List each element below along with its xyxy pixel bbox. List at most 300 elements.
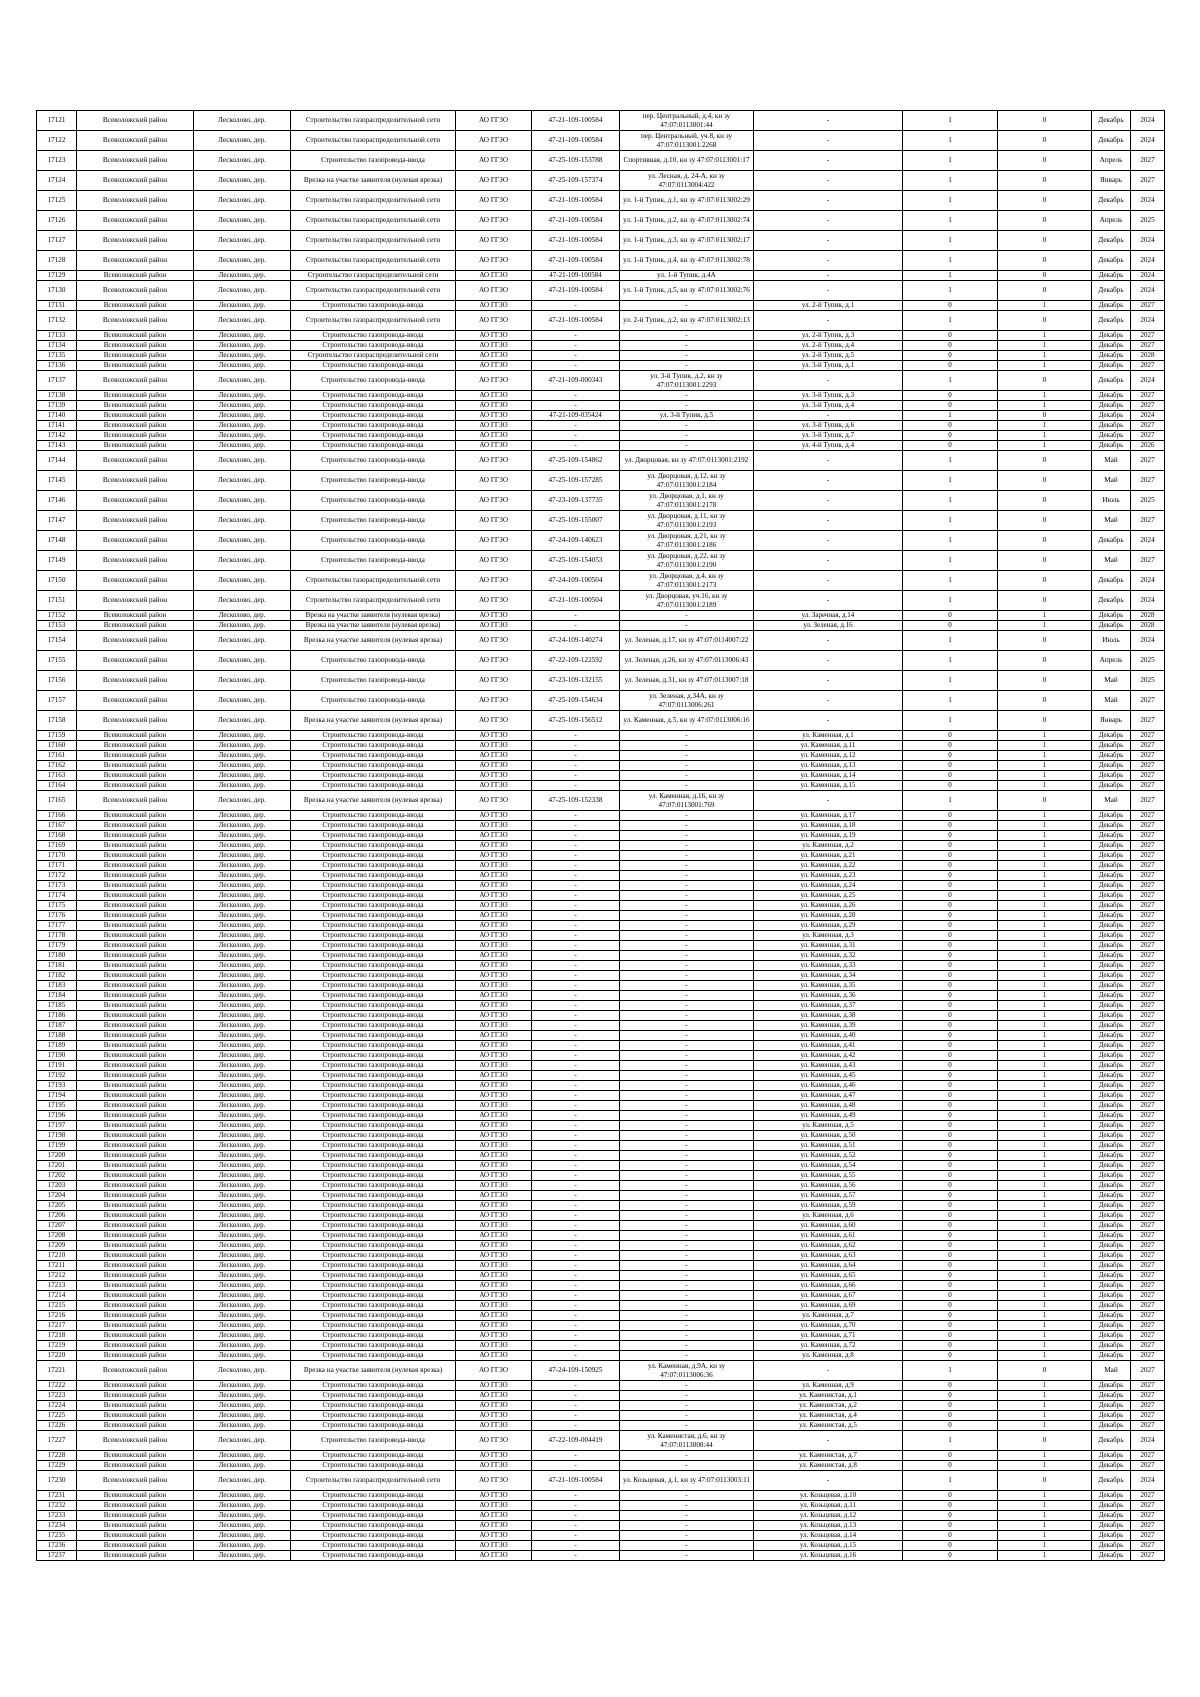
applicant-address-cell: - bbox=[620, 1041, 754, 1051]
month-cell: Декабрь bbox=[1092, 1161, 1131, 1171]
object-address-cell: ул. 3-й Тупик, д.4 bbox=[754, 401, 903, 411]
organization-cell: АО ГГЗО bbox=[456, 1111, 532, 1121]
table-row bbox=[37, 1011, 1165, 1021]
count-object-cell: 1 bbox=[998, 441, 1092, 451]
object-address-cell: - bbox=[754, 491, 903, 511]
table-row bbox=[37, 361, 1165, 371]
object-address-cell: ул. Каменная, д.48 bbox=[754, 1101, 903, 1111]
row-number-cell: 17132 bbox=[37, 311, 77, 331]
count-applicant-cell: 0 bbox=[903, 1061, 998, 1071]
object-address-cell: ул. Каменная, д.1 bbox=[754, 731, 903, 741]
object-address-cell: ул. Каменная, д.63 bbox=[754, 1251, 903, 1261]
district-cell: Всеволожский район bbox=[77, 1321, 194, 1331]
table-row bbox=[37, 1451, 1165, 1461]
month-cell: Декабрь bbox=[1092, 1341, 1131, 1351]
year-cell: 2027 bbox=[1131, 781, 1165, 791]
organization-cell: АО ГГЗО bbox=[456, 631, 532, 651]
count-applicant-cell: 0 bbox=[903, 1091, 998, 1101]
year-cell: 2027 bbox=[1131, 931, 1165, 941]
settlement-cell: Лесколово, дер. bbox=[194, 231, 291, 251]
organization-cell: АО ГГЗО bbox=[456, 401, 532, 411]
organization-cell: АО ГГЗО bbox=[456, 1091, 532, 1101]
organization-cell: АО ГГЗО bbox=[456, 1281, 532, 1291]
year-cell: 2027 bbox=[1131, 1011, 1165, 1021]
contract-number-cell: 47-21-109-035424 bbox=[532, 411, 620, 421]
year-cell: 2027 bbox=[1131, 941, 1165, 951]
contract-number-cell: - bbox=[532, 1501, 620, 1511]
settlement-cell: Лесколово, дер. bbox=[194, 1081, 291, 1091]
contract-number-cell: - bbox=[532, 771, 620, 781]
applicant-address-cell: ул. Дворцовая, д.21, кн зу 47:07:0113001:2186 bbox=[620, 531, 754, 551]
year-cell: 2027 bbox=[1131, 1211, 1165, 1221]
applicant-address-cell: ул. 1-й Тупик, д.5, кн зу 47:07:0113002:76 bbox=[620, 281, 754, 301]
contract-number-cell: - bbox=[532, 361, 620, 371]
row-number-cell: 17192 bbox=[37, 1071, 77, 1081]
work-type-cell: Строительство газопровода-ввода bbox=[291, 1081, 456, 1091]
year-cell: 2027 bbox=[1131, 811, 1165, 821]
table-row bbox=[37, 1511, 1165, 1521]
settlement-cell: Лесколово, дер. bbox=[194, 1231, 291, 1241]
object-address-cell: ул. 2-й Тупик, д.5 bbox=[754, 351, 903, 361]
district-cell: Всеволожский район bbox=[77, 1281, 194, 1291]
work-type-cell: Строительство газопровода-ввода bbox=[291, 1011, 456, 1021]
district-cell: Всеволожский район bbox=[77, 1041, 194, 1051]
contract-number-cell: - bbox=[532, 1251, 620, 1261]
work-type-cell: Строительство газопровода-ввода bbox=[291, 1291, 456, 1301]
count-applicant-cell: 0 bbox=[903, 1151, 998, 1161]
object-address-cell: - bbox=[754, 451, 903, 471]
contract-number-cell: 47-25-109-157374 bbox=[532, 171, 620, 191]
count-object-cell: 1 bbox=[998, 1491, 1092, 1501]
work-type-cell: Строительство газопровода-ввода bbox=[291, 931, 456, 941]
row-number-cell: 17138 bbox=[37, 391, 77, 401]
district-cell: Всеволожский район bbox=[77, 931, 194, 941]
table-row bbox=[37, 311, 1165, 331]
district-cell: Всеволожский район bbox=[77, 251, 194, 271]
table-row bbox=[37, 1541, 1165, 1551]
applicant-address-cell: - bbox=[620, 351, 754, 361]
district-cell: Всеволожский район bbox=[77, 1101, 194, 1111]
object-address-cell: ул. Каменная, д.41 bbox=[754, 1041, 903, 1051]
table-row bbox=[37, 611, 1165, 621]
organization-cell: АО ГГЗО bbox=[456, 1311, 532, 1321]
applicant-address-cell: - bbox=[620, 1031, 754, 1041]
count-applicant-cell: 0 bbox=[903, 751, 998, 761]
month-cell: Декабрь bbox=[1092, 841, 1131, 851]
month-cell: Май bbox=[1092, 511, 1131, 531]
settlement-cell: Лесколово, дер. bbox=[194, 781, 291, 791]
row-number-cell: 17231 bbox=[37, 1491, 77, 1501]
row-number-cell: 17144 bbox=[37, 451, 77, 471]
count-object-cell: 1 bbox=[998, 951, 1092, 961]
month-cell: Декабрь bbox=[1092, 761, 1131, 771]
year-cell: 2024 bbox=[1131, 571, 1165, 591]
month-cell: Декабрь bbox=[1092, 751, 1131, 761]
district-cell: Всеволожский район bbox=[77, 1521, 194, 1531]
object-address-cell: ул. Каменная, д.21 bbox=[754, 851, 903, 861]
settlement-cell: Лесколово, дер. bbox=[194, 491, 291, 511]
work-type-cell: Строительство газопровода-ввода bbox=[291, 1141, 456, 1151]
applicant-address-cell: пер. Центральный, уч.8, кн зу 47:07:0113001:2268 bbox=[620, 131, 754, 151]
object-address-cell: - bbox=[754, 111, 903, 131]
object-address-cell: ул. Каменная, д.67 bbox=[754, 1291, 903, 1301]
district-cell: Всеволожский район bbox=[77, 741, 194, 751]
year-cell: 2027 bbox=[1131, 1421, 1165, 1431]
settlement-cell: Лесколово, дер. bbox=[194, 1451, 291, 1461]
settlement-cell: Лесколово, дер. bbox=[194, 1221, 291, 1231]
district-cell: Всеволожский район bbox=[77, 471, 194, 491]
district-cell: Всеволожский район bbox=[77, 421, 194, 431]
applicant-address-cell: ул. Зеленая, д.34А, кн зу 47:07:0113006:261 bbox=[620, 691, 754, 711]
settlement-cell: Лесколово, дер. bbox=[194, 621, 291, 631]
count-object-cell: 0 bbox=[998, 1431, 1092, 1451]
count-object-cell: 1 bbox=[998, 1021, 1092, 1031]
applicant-address-cell: - bbox=[620, 391, 754, 401]
organization-cell: АО ГГЗО bbox=[456, 711, 532, 731]
work-type-cell: Строительство газопровода-ввода bbox=[291, 1091, 456, 1101]
count-applicant-cell: 1 bbox=[903, 131, 998, 151]
count-applicant-cell: 0 bbox=[903, 361, 998, 371]
month-cell: Декабрь bbox=[1092, 411, 1131, 421]
organization-cell: АО ГГЗО bbox=[456, 901, 532, 911]
object-address-cell: ул. Каменная, д.17 bbox=[754, 811, 903, 821]
count-applicant-cell: 0 bbox=[903, 1031, 998, 1041]
month-cell: Декабрь bbox=[1092, 1231, 1131, 1241]
table-row bbox=[37, 851, 1165, 861]
applicant-address-cell: ул. Дворцовая, д.1, кн зу 47:07:0113001:2178 bbox=[620, 491, 754, 511]
table-row bbox=[37, 671, 1165, 691]
table-row bbox=[37, 1171, 1165, 1181]
organization-cell: АО ГГЗО bbox=[456, 921, 532, 931]
count-object-cell: 1 bbox=[998, 1001, 1092, 1011]
contract-number-cell: 47-21-109-100584 bbox=[532, 211, 620, 231]
month-cell: Декабрь bbox=[1092, 1331, 1131, 1341]
year-cell: 2027 bbox=[1131, 551, 1165, 571]
table-row bbox=[37, 811, 1165, 821]
count-object-cell: 0 bbox=[998, 631, 1092, 651]
district-cell: Всеволожский район bbox=[77, 1031, 194, 1041]
organization-cell: АО ГГЗО bbox=[456, 151, 532, 171]
applicant-address-cell: - bbox=[620, 1231, 754, 1241]
applicant-address-cell: - bbox=[620, 761, 754, 771]
settlement-cell: Лесколово, дер. bbox=[194, 831, 291, 841]
month-cell: Май bbox=[1092, 451, 1131, 471]
applicant-address-cell: - bbox=[620, 1141, 754, 1151]
organization-cell: АО ГГЗО bbox=[456, 1491, 532, 1501]
month-cell: Декабрь bbox=[1092, 911, 1131, 921]
count-object-cell: 1 bbox=[998, 1391, 1092, 1401]
table-row bbox=[37, 1381, 1165, 1391]
table-row bbox=[37, 1201, 1165, 1211]
district-cell: Всеволожский район bbox=[77, 1211, 194, 1221]
count-object-cell: 1 bbox=[998, 1261, 1092, 1271]
applicant-address-cell: - bbox=[620, 1131, 754, 1141]
table-row bbox=[37, 1501, 1165, 1511]
work-type-cell: Строительство газопровода-ввода bbox=[291, 1111, 456, 1121]
applicant-address-cell: ул. 2-й Тупик, д.2, кн зу 47:07:0113002:13 bbox=[620, 311, 754, 331]
row-number-cell: 17151 bbox=[37, 591, 77, 611]
count-object-cell: 1 bbox=[998, 731, 1092, 741]
district-cell: Всеволожский район bbox=[77, 941, 194, 951]
month-cell: Декабрь bbox=[1092, 431, 1131, 441]
count-applicant-cell: 1 bbox=[903, 281, 998, 301]
row-number-cell: 17147 bbox=[37, 511, 77, 531]
count-applicant-cell: 0 bbox=[903, 821, 998, 831]
row-number-cell: 17137 bbox=[37, 371, 77, 391]
table-row bbox=[37, 951, 1165, 961]
object-address-cell: ул. 2-й Тупик, д.1 bbox=[754, 301, 903, 311]
count-applicant-cell: 0 bbox=[903, 1411, 998, 1421]
count-object-cell: 1 bbox=[998, 1311, 1092, 1321]
settlement-cell: Лесколово, дер. bbox=[194, 651, 291, 671]
count-applicant-cell: 0 bbox=[903, 1231, 998, 1241]
district-cell: Всеволожский район bbox=[77, 371, 194, 391]
table-row bbox=[37, 911, 1165, 921]
row-number-cell: 17199 bbox=[37, 1141, 77, 1151]
month-cell: Апрель bbox=[1092, 151, 1131, 171]
object-address-cell: ул. Каменная, д.11 bbox=[754, 741, 903, 751]
contract-number-cell: - bbox=[532, 1491, 620, 1501]
object-address-cell: ул. Каменная, д.47 bbox=[754, 1091, 903, 1101]
district-cell: Всеволожский район bbox=[77, 1311, 194, 1321]
year-cell: 2028 bbox=[1131, 351, 1165, 361]
row-number-cell: 17154 bbox=[37, 631, 77, 651]
count-object-cell: 1 bbox=[998, 741, 1092, 751]
table-row bbox=[37, 751, 1165, 761]
organization-cell: АО ГГЗО bbox=[456, 1451, 532, 1461]
district-cell: Всеволожский район bbox=[77, 1391, 194, 1401]
year-cell: 2027 bbox=[1131, 1041, 1165, 1051]
row-number-cell: 17167 bbox=[37, 821, 77, 831]
table-row bbox=[37, 991, 1165, 1001]
count-object-cell: 0 bbox=[998, 551, 1092, 571]
row-number-cell: 17217 bbox=[37, 1321, 77, 1331]
settlement-cell: Лесколово, дер. bbox=[194, 1521, 291, 1531]
settlement-cell: Лесколово, дер. bbox=[194, 1331, 291, 1341]
applicant-address-cell: - bbox=[620, 341, 754, 351]
district-cell: Всеволожский район bbox=[77, 761, 194, 771]
settlement-cell: Лесколово, дер. bbox=[194, 1181, 291, 1191]
work-type-cell: Строительство газопровода-ввода bbox=[291, 1311, 456, 1321]
count-object-cell: 1 bbox=[998, 811, 1092, 821]
district-cell: Всеволожский район bbox=[77, 311, 194, 331]
work-type-cell: Строительство газопровода-ввода bbox=[291, 401, 456, 411]
object-address-cell: ул. Каменная, д.72 bbox=[754, 1341, 903, 1351]
contract-number-cell: - bbox=[532, 1551, 620, 1561]
table-row bbox=[37, 1351, 1165, 1361]
count-object-cell: 1 bbox=[998, 1331, 1092, 1341]
month-cell: Май bbox=[1092, 671, 1131, 691]
work-type-cell: Строительство газопровода-ввода bbox=[291, 1001, 456, 1011]
count-object-cell: 1 bbox=[998, 981, 1092, 991]
count-object-cell: 1 bbox=[998, 401, 1092, 411]
month-cell: Декабрь bbox=[1092, 731, 1131, 741]
object-address-cell: ул. Каменная, д.35 bbox=[754, 981, 903, 991]
settlement-cell: Лесколово, дер. bbox=[194, 691, 291, 711]
count-object-cell: 1 bbox=[998, 851, 1092, 861]
year-cell: 2027 bbox=[1131, 391, 1165, 401]
count-object-cell: 1 bbox=[998, 1171, 1092, 1181]
work-type-cell: Строительство газопровода-ввода bbox=[291, 1351, 456, 1361]
row-number-cell: 17170 bbox=[37, 851, 77, 861]
year-cell: 2027 bbox=[1131, 1061, 1165, 1071]
organization-cell: АО ГГЗО bbox=[456, 421, 532, 431]
table-row bbox=[37, 1491, 1165, 1501]
object-address-cell: ул. Каменная, д.51 bbox=[754, 1141, 903, 1151]
count-applicant-cell: 0 bbox=[903, 741, 998, 751]
count-applicant-cell: 1 bbox=[903, 191, 998, 211]
object-address-cell: - bbox=[754, 651, 903, 671]
organization-cell: АО ГГЗО bbox=[456, 861, 532, 871]
applicant-address-cell: - bbox=[620, 1061, 754, 1071]
row-number-cell: 17234 bbox=[37, 1521, 77, 1531]
year-cell: 2026 bbox=[1131, 441, 1165, 451]
applicant-address-cell: - bbox=[620, 841, 754, 851]
month-cell: Декабрь bbox=[1092, 1061, 1131, 1071]
district-cell: Всеволожский район bbox=[77, 451, 194, 471]
object-address-cell: ул. Каменная, д.59 bbox=[754, 1201, 903, 1211]
work-type-cell: Строительство газораспределительной сети bbox=[291, 211, 456, 231]
month-cell: Декабрь bbox=[1092, 781, 1131, 791]
year-cell: 2025 bbox=[1131, 671, 1165, 691]
settlement-cell: Лесколово, дер. bbox=[194, 741, 291, 751]
count-object-cell: 1 bbox=[998, 771, 1092, 781]
row-number-cell: 17189 bbox=[37, 1041, 77, 1051]
district-cell: Всеволожский район bbox=[77, 1091, 194, 1101]
month-cell: Декабрь bbox=[1092, 931, 1131, 941]
contract-number-cell: - bbox=[532, 971, 620, 981]
applicant-address-cell: - bbox=[620, 981, 754, 991]
work-type-cell: Строительство газопровода-ввода bbox=[291, 151, 456, 171]
year-cell: 2027 bbox=[1131, 991, 1165, 1001]
applicant-address-cell: ул. Зеленая, д.31, кн зу 47:07:0113007:18 bbox=[620, 671, 754, 691]
year-cell: 2027 bbox=[1131, 401, 1165, 411]
month-cell: Декабрь bbox=[1092, 1281, 1131, 1291]
settlement-cell: Лесколово, дер. bbox=[194, 1161, 291, 1171]
settlement-cell: Лесколово, дер. bbox=[194, 1471, 291, 1491]
row-number-cell: 17121 bbox=[37, 111, 77, 131]
district-cell: Всеволожский район bbox=[77, 881, 194, 891]
object-address-cell: ул. Каменная, д.3 bbox=[754, 931, 903, 941]
month-cell: Декабрь bbox=[1092, 1431, 1131, 1451]
count-applicant-cell: 0 bbox=[903, 1311, 998, 1321]
row-number-cell: 17223 bbox=[37, 1391, 77, 1401]
organization-cell: АО ГГЗО bbox=[456, 1391, 532, 1401]
settlement-cell: Лесколово, дер. bbox=[194, 851, 291, 861]
applicant-address-cell: - bbox=[620, 441, 754, 451]
organization-cell: АО ГГЗО bbox=[456, 731, 532, 741]
month-cell: Декабрь bbox=[1092, 1521, 1131, 1531]
year-cell: 2027 bbox=[1131, 1131, 1165, 1141]
year-cell: 2027 bbox=[1131, 821, 1165, 831]
work-type-cell: Строительство газопровода-ввода bbox=[291, 341, 456, 351]
year-cell: 2024 bbox=[1131, 631, 1165, 651]
count-applicant-cell: 0 bbox=[903, 611, 998, 621]
count-applicant-cell: 0 bbox=[903, 731, 998, 741]
settlement-cell: Лесколово, дер. bbox=[194, 1271, 291, 1281]
organization-cell: АО ГГЗО bbox=[456, 1031, 532, 1041]
object-address-cell: - bbox=[754, 1361, 903, 1381]
applicant-address-cell: ул. Каменная, д.5, кн зу 47:07:0113006:16 bbox=[620, 711, 754, 731]
organization-cell: АО ГГЗО bbox=[456, 331, 532, 341]
settlement-cell: Лесколово, дер. bbox=[194, 811, 291, 821]
district-cell: Всеволожский район bbox=[77, 771, 194, 781]
district-cell: Всеволожский район bbox=[77, 871, 194, 881]
work-type-cell: Строительство газопровода-ввода bbox=[291, 1511, 456, 1521]
count-applicant-cell: 1 bbox=[903, 1471, 998, 1491]
table-row bbox=[37, 961, 1165, 971]
contract-number-cell: 47-25-109-154862 bbox=[532, 451, 620, 471]
organization-cell: АО ГГЗО bbox=[456, 371, 532, 391]
applicant-address-cell: - bbox=[620, 1221, 754, 1231]
year-cell: 2027 bbox=[1131, 301, 1165, 311]
row-number-cell: 17130 bbox=[37, 281, 77, 301]
row-number-cell: 17142 bbox=[37, 431, 77, 441]
district-cell: Всеволожский район bbox=[77, 991, 194, 1001]
row-number-cell: 17156 bbox=[37, 671, 77, 691]
row-number-cell: 17168 bbox=[37, 831, 77, 841]
district-cell: Всеволожский район bbox=[77, 171, 194, 191]
table-row bbox=[37, 1551, 1165, 1561]
organization-cell: АО ГГЗО bbox=[456, 621, 532, 631]
year-cell: 2027 bbox=[1131, 361, 1165, 371]
settlement-cell: Лесколово, дер. bbox=[194, 401, 291, 411]
district-cell: Всеволожский район bbox=[77, 551, 194, 571]
object-address-cell: ул. Каменная, д.39 bbox=[754, 1021, 903, 1031]
count-applicant-cell: 1 bbox=[903, 711, 998, 731]
count-object-cell: 1 bbox=[998, 1181, 1092, 1191]
work-type-cell: Строительство газопровода-ввода bbox=[291, 1151, 456, 1161]
applicant-address-cell: ул. 1-й Тупик, д.1, кн зу 47:07:0113002:29 bbox=[620, 191, 754, 211]
year-cell: 2027 bbox=[1131, 451, 1165, 471]
contract-number-cell: 47-21-109-100584 bbox=[532, 281, 620, 301]
count-applicant-cell: 0 bbox=[903, 931, 998, 941]
row-number-cell: 17198 bbox=[37, 1131, 77, 1141]
district-cell: Всеволожский район bbox=[77, 1341, 194, 1351]
count-object-cell: 1 bbox=[998, 1071, 1092, 1081]
settlement-cell: Лесколово, дер. bbox=[194, 1171, 291, 1181]
year-cell: 2027 bbox=[1131, 711, 1165, 731]
count-object-cell: 1 bbox=[998, 1401, 1092, 1411]
count-object-cell: 1 bbox=[998, 351, 1092, 361]
applicant-address-cell: - bbox=[620, 991, 754, 1001]
contract-number-cell: 47-21-109-100584 bbox=[532, 1471, 620, 1491]
object-address-cell: - bbox=[754, 671, 903, 691]
contract-number-cell: - bbox=[532, 1021, 620, 1031]
year-cell: 2027 bbox=[1131, 761, 1165, 771]
row-number-cell: 17155 bbox=[37, 651, 77, 671]
work-type-cell: Строительство газопровода-ввода bbox=[291, 1171, 456, 1181]
district-cell: Всеволожский район bbox=[77, 1061, 194, 1071]
table-row bbox=[37, 441, 1165, 451]
count-object-cell: 1 bbox=[998, 931, 1092, 941]
table-row bbox=[37, 931, 1165, 941]
organization-cell: АО ГГЗО bbox=[456, 781, 532, 791]
count-applicant-cell: 0 bbox=[903, 1021, 998, 1031]
count-applicant-cell: 0 bbox=[903, 921, 998, 931]
month-cell: Декабрь bbox=[1092, 1291, 1131, 1301]
year-cell: 2024 bbox=[1131, 231, 1165, 251]
month-cell: Декабрь bbox=[1092, 1211, 1131, 1221]
object-address-cell: ул. Каменная, д.49 bbox=[754, 1111, 903, 1121]
contract-number-cell: - bbox=[532, 301, 620, 311]
contract-number-cell: - bbox=[532, 391, 620, 401]
district-cell: Всеволожский район bbox=[77, 971, 194, 981]
district-cell: Всеволожский район bbox=[77, 131, 194, 151]
count-applicant-cell: 0 bbox=[903, 1331, 998, 1341]
work-type-cell: Строительство газопровода-ввода bbox=[291, 1401, 456, 1411]
district-cell: Всеволожский район bbox=[77, 591, 194, 611]
